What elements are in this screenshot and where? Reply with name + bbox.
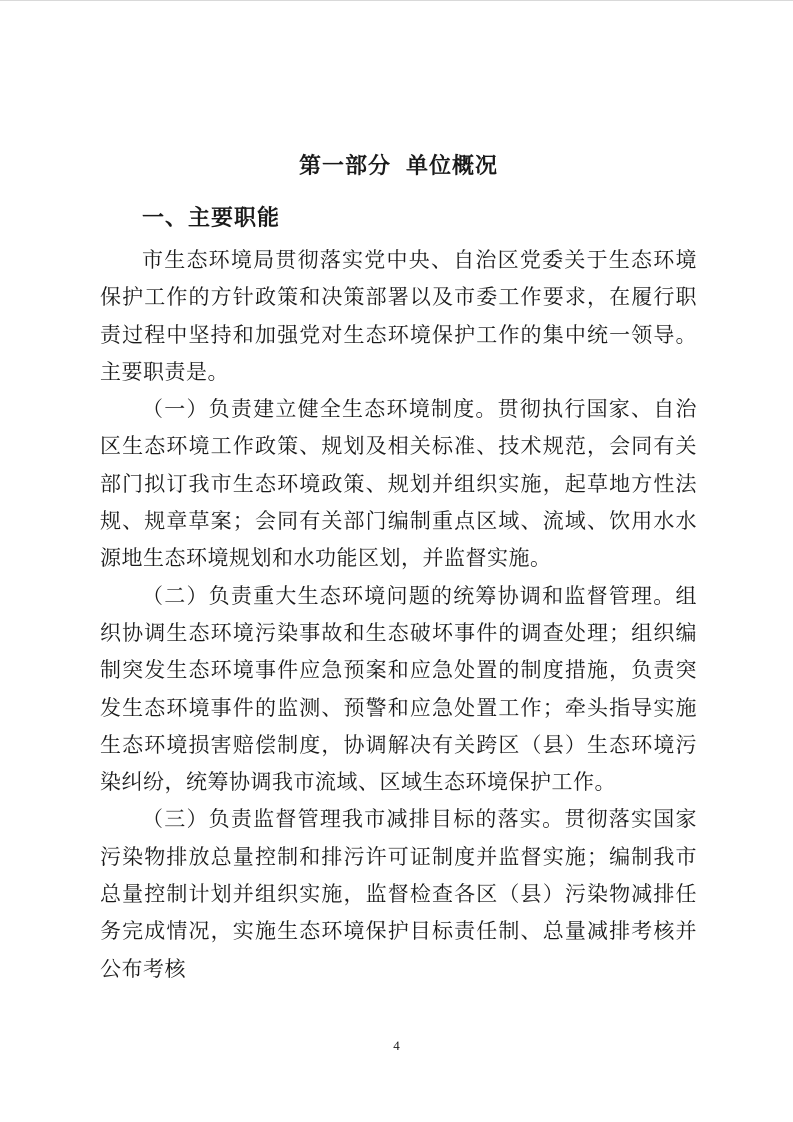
document-title: 第一部分 单位概况	[298, 153, 499, 178]
document-content	[0, 1, 793, 988]
paragraph-intro: 市生态环境局贯彻落实党中央、自治区党委关于生态环境保护工作的方针政策和决策部署以及市委工作要求，在履行职责过程中坚持和加强党对生态环境保护工作的集中统一领导。主要职责是。	[100, 248, 697, 384]
paragraph-duty-2: （二）负责重大生态环境问题的统筹协调和监督管理。组织协调生态环境污染事故和生态破坏事件的调查处理；组织编制突发生态环境事件应急预案和应急处置的制度措施，负责突发生态环境事件的监测、预警和应急处置工作；牵头指导实施生态环境损害赔偿制度，协调解决有关跨区（县）生态环境污染纠纷，统筹协调我市流域、区域生态环境保护工作。	[100, 583, 697, 795]
paragraph-duty-1: （一）负责建立健全生态环境制度。贯彻执行国家、自治区生态环境工作政策、规划及相关标准、技术规范，会同有关部门拟订我市生态环境政策、规划并组织实施，起草地方性法规、规章草案；会同有关部门编制重点区域、流域、饮用水水源地生态环境规划和水功能区划，并监督实施。	[100, 397, 697, 571]
section-heading-main-functions: 一、主要职能	[142, 205, 281, 230]
page-number: 4	[393, 1038, 400, 1053]
paragraph-duty-3: （三）负责监督管理我市减排目标的落实。贯彻落实国家污染物排放总量控制和排污许可证制度并监督实施；编制我市总量控制计划并组织实施，监督检查各区（县）污染物减排任务完成情况，实施生态环境保护目标责任制、总量减排考核并公布考核	[100, 807, 697, 981]
